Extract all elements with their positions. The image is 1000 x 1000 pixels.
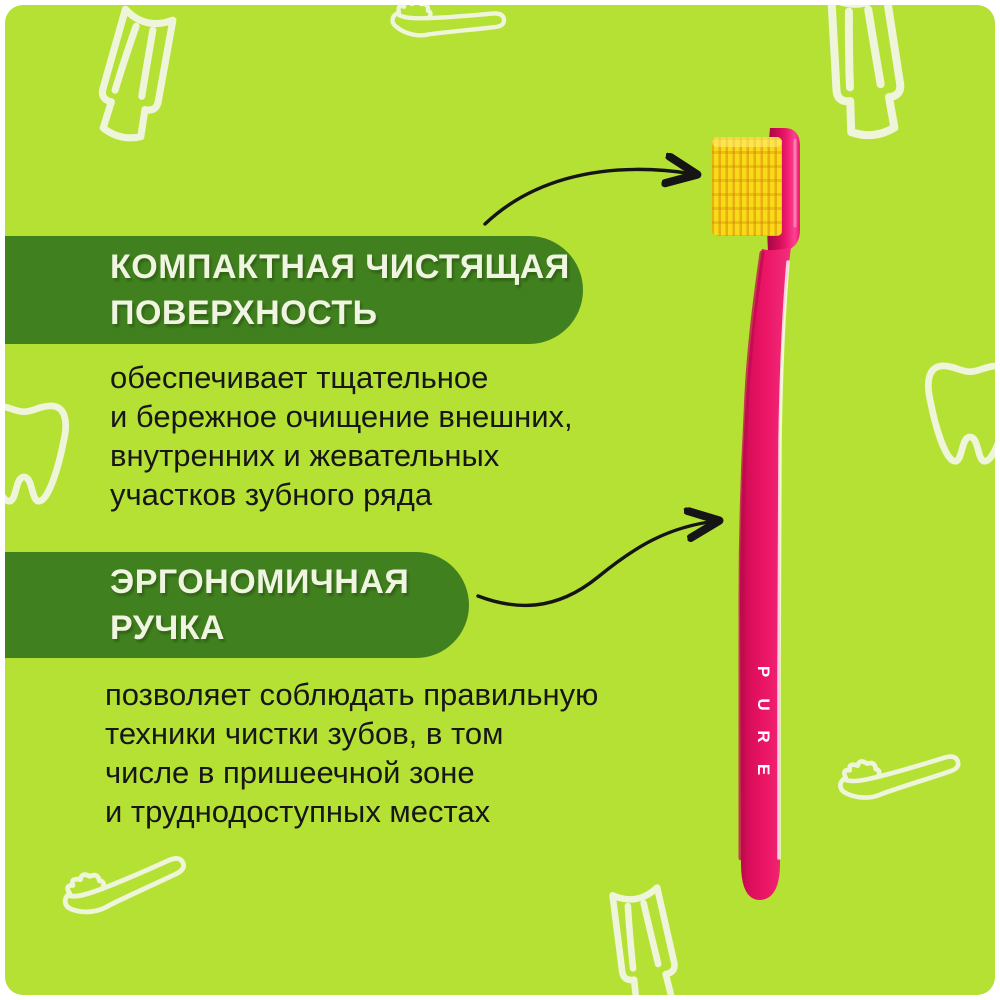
brand-label [742,658,784,783]
feature-2-heading-line-2: РУЧКА [110,609,226,647]
brand-letter: R [754,730,773,743]
feature-2-description-line: числе в пришеечной зоне [105,755,475,790]
feature-1-description-line: обеспечивает тщательное [110,360,489,395]
brand-letter: E [754,763,773,776]
feature-1-description-line: и бережное очищение внешних, [110,399,573,434]
brush-bristles [712,137,782,236]
feature-2-description-line: и труднодоступных местах [105,794,491,829]
brand-letter: U [754,698,773,711]
feature-1-heading-line-1: КОМПАКТНАЯ ЧИСТЯЩАЯ [110,248,570,286]
brand-letter: P [754,665,773,678]
toothbrush-image [5,5,995,995]
feature-2-description-line: техники чистки зубов, в том [105,716,504,751]
feature-1-description-line: внутренних и жевательных [110,438,500,473]
arrow-to-brush-head [485,169,694,224]
arrow-to-handle [478,521,716,605]
feature-2-description-line: позволяет соблюдать правильную [105,677,599,712]
poster-background [5,5,995,995]
brush-handle [740,247,791,900]
feature-2-heading-line-1: ЭРГОНОМИЧНАЯ [110,563,410,601]
feature-1-description-line: участков зубного ряда [110,477,433,512]
feature-1-heading-line-2: ПОВЕРХНОСТЬ [110,294,378,332]
